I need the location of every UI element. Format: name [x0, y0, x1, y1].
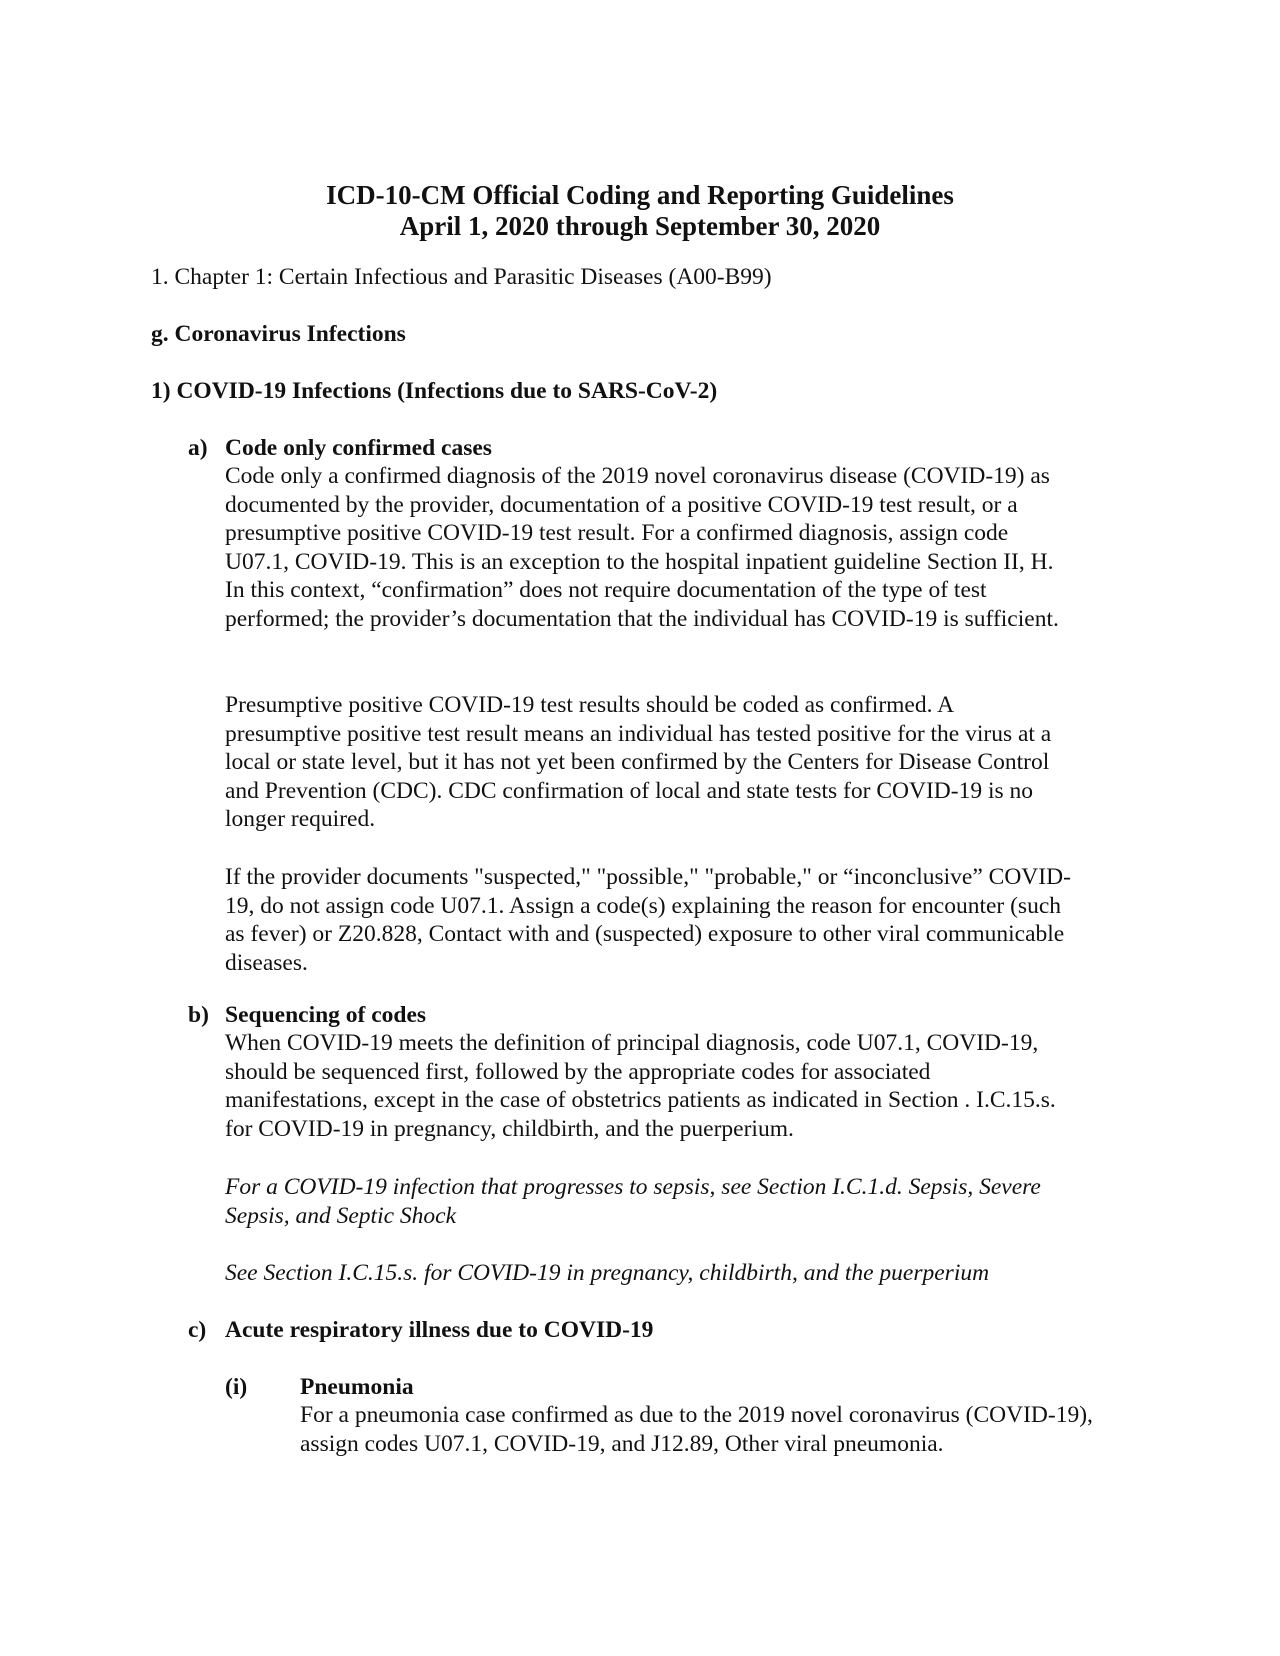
- item-a-paragraph-2: Presumptive positive COVID-19 test results should be coded as confirmed. A presumptive positive test result means an individual has tested positive for the virus at a local or state level, but it has not yet been confirmed by the Centers for Disease Control and Prevention (CDC). CDC confirmation of local and state tests for COVID-19 is no longer required.: [225, 692, 1052, 833]
- item-a-marker: a): [188, 435, 208, 461]
- document-title: ICD-10-CM Official Coding and Reporting Guidelines: [326, 180, 954, 210]
- item-b-paragraph: When COVID-19 meets the definition of principal diagnosis, code U07.1, COVID-19, should be sequenced first, followed by the appropriate codes for associated manifestations, except in the case of obstetrics patients as indicated in Section . I.C.15.s. for COVID-19 in pregnancy, childbirth, and the puerperium.: [225, 1030, 1056, 1142]
- item-c-i-marker: (i): [225, 1374, 248, 1400]
- item-a-paragraph-3: If the provider documents "suspected," "possible," "probable," or “inconclusive” COVID- 19, do not assign code U07.1. Assign a code(s) explaining the reason for encounter (such as fever) or Z20.828, Contact with and (suspected) exposure to other viral communicable diseases.: [225, 864, 1071, 976]
- item-c-marker: c): [188, 1317, 207, 1343]
- item-b-heading: Sequencing of codes: [225, 1002, 427, 1028]
- item-a-heading: Code only confirmed cases: [225, 435, 492, 461]
- item-a-paragraph-1: Code only a confirmed diagnosis of the 2019 novel coronavirus disease (COVID-19) as documented by the provider, documentation of a positive COVID-19 test result, or a presumptive positive COVID-19 test result. For a confirmed diagnosis, assign code U07.1, COVID-19. This is an exception to the hospital inpatient guideline Section II, H. In this context, “confirmation” does not require documentation of the type of test performed; the provider’s documentation that the individual has COVID-19 is sufficient.: [225, 463, 1059, 632]
- document-date-range: April 1, 2020 through September 30, 2020: [399, 211, 881, 241]
- item-b-sepsis-note: For a COVID-19 infection that progresses to sepsis, see Section I.C.1.d. Sepsis, Severe Sepsis, and Septic Shock: [225, 1174, 1041, 1229]
- item-b-pregnancy-note: See Section I.C.15.s. for COVID-19 in pregnancy, childbirth, and the puerperium: [225, 1260, 990, 1286]
- section-g-heading: g. Coronavirus Infections: [151, 321, 406, 347]
- pneumonia-paragraph: For a pneumonia case confirmed as due to the 2019 novel coronavirus (COVID-19), assign codes U07.1, COVID-19, and J12.89, Other viral pneumonia.: [300, 1402, 1093, 1457]
- chapter-heading: 1. Chapter 1: Certain Infectious and Parasitic Diseases (A00-B99): [151, 264, 772, 290]
- pneumonia-heading: Pneumonia: [300, 1374, 414, 1400]
- item-c-heading: Acute respiratory illness due to COVID-19: [225, 1317, 654, 1343]
- section-1-heading: 1) COVID-19 Infections (Infections due to SARS-CoV-2): [151, 378, 718, 404]
- item-b-marker: b): [188, 1002, 209, 1028]
